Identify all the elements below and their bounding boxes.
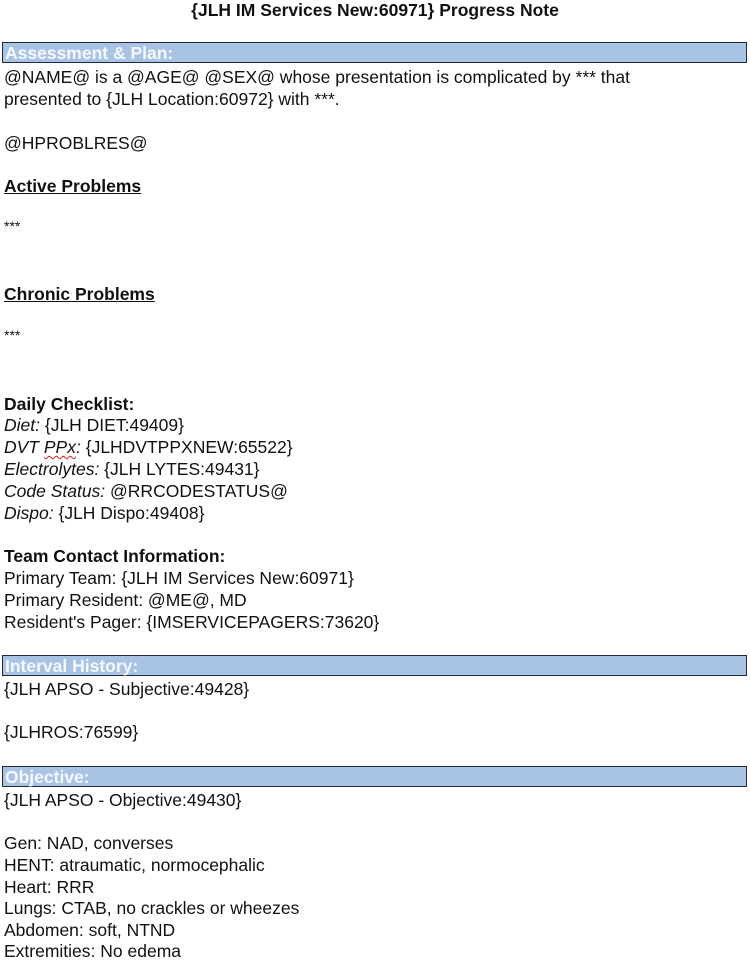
checklist-dispo	[4, 502, 746, 524]
code-status-label: Code Status:	[4, 481, 106, 501]
checklist-code-status	[4, 480, 746, 502]
diet-value: {JLH DIET:49409}	[39, 415, 184, 435]
checklist-dvt	[4, 436, 746, 458]
team-contact-heading: Team Contact Information:	[4, 546, 226, 566]
note-title: {JLH IM Services New:60971} Progress Note	[191, 0, 559, 20]
code-status-value: @RRCODESTATUS@	[105, 481, 288, 501]
section-header-label: Objective:	[5, 767, 90, 787]
chronic-problems-value: ***	[4, 327, 21, 343]
hproblres-token: @HPROBLRES@	[4, 133, 148, 153]
exam-line-extremities: Extremities: No edema	[4, 941, 182, 961]
dvt-value: {JLHDVTPPXNEW:65522}	[80, 437, 293, 457]
electrolytes-value: {JLH LYTES:49431}	[99, 459, 260, 479]
checklist-diet	[4, 414, 746, 436]
section-header-label: Interval History:	[5, 656, 139, 676]
interval-ros: {JLHROS:76599}	[4, 722, 139, 742]
objective-apso: {JLH APSO - Objective:49430}	[4, 790, 242, 810]
dvt-label: DVT PPx:	[4, 437, 81, 457]
team-primary-team: Primary Team: {JLH IM Services New:60971}	[4, 568, 354, 588]
diet-label: Diet:	[4, 415, 40, 435]
daily-checklist-heading: Daily Checklist:	[4, 394, 135, 414]
team-resident-pager: Resident's Pager: {IMSERVICEPAGERS:73620}	[4, 612, 380, 632]
exam-line-heart: Heart: RRR	[4, 877, 95, 897]
checklist-electrolytes	[4, 458, 746, 480]
assessment-summary-line-1: @NAME@ is a @AGE@ @SEX@ whose presentation is complicated by *** that	[4, 67, 631, 87]
dispo-value: {JLH Dispo:49408}	[53, 503, 205, 523]
exam-line-abdomen: Abdomen: soft, NTND	[4, 920, 176, 940]
chronic-problems-heading: Chronic Problems	[4, 284, 155, 304]
section-header-label: Assessment & Plan:	[5, 43, 174, 63]
team-primary-resident: Primary Resident: @ME@, MD	[4, 590, 247, 610]
section-header-objective	[2, 766, 747, 787]
exam-line-gen: Gen: NAD, converses	[4, 833, 174, 853]
interval-subjective: {JLH APSO - Subjective:49428}	[4, 679, 250, 699]
active-problems-heading: Active Problems	[4, 176, 142, 196]
active-problems-value: ***	[4, 218, 21, 234]
assessment-summary-line-2: presented to {JLH Location:60972} with ***.	[4, 89, 340, 109]
spellcheck-underline: PPx	[43, 437, 76, 457]
section-header-interval-history	[2, 655, 747, 676]
electrolytes-label: Electrolytes:	[4, 459, 100, 479]
dispo-label: Dispo:	[4, 503, 54, 523]
section-header-assessment-plan	[2, 42, 747, 63]
exam-line-hent: HENT: atraumatic, normocephalic	[4, 855, 265, 875]
exam-line-lungs: Lungs: CTAB, no crackles or wheezes	[4, 898, 300, 918]
